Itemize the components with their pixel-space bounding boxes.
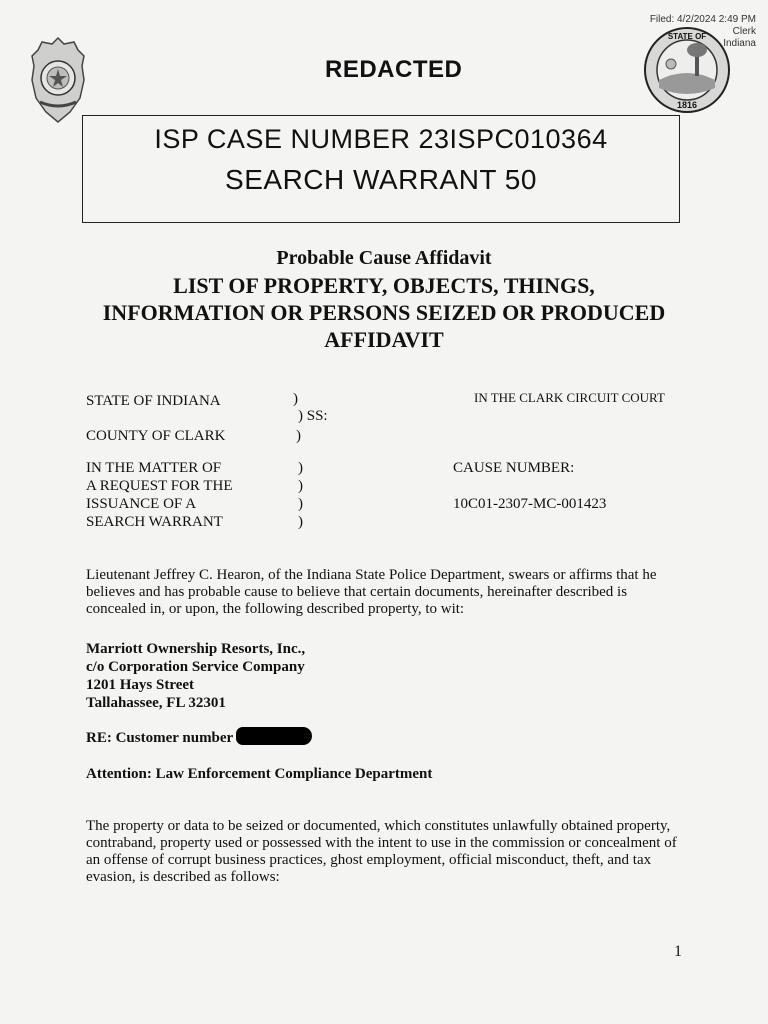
document-heading-3: INFORMATION OR PERSONS SEIZED OR PRODUCED — [102, 300, 666, 325]
caption-matter-line: A REQUEST FOR THE — [86, 478, 233, 494]
document-heading-2: LIST OF PROPERTY, OBJECTS, THINGS, — [173, 273, 595, 298]
re-customer-number: RE: Customer number — [86, 730, 234, 746]
page-number: 1 — [674, 943, 682, 960]
cause-number-label: CAUSE NUMBER: — [453, 460, 575, 476]
caption-paren: ) — [298, 460, 303, 476]
caption-matter-line: ISSUANCE OF A — [86, 496, 197, 512]
seal-year: 1816 — [676, 100, 698, 110]
address-line: c/o Corporation Service Company — [86, 659, 305, 675]
caption-state: STATE OF INDIANA — [86, 393, 221, 409]
indiana-state-seal — [643, 26, 731, 114]
search-warrant-number: SEARCH WARRANT 50 — [225, 164, 537, 195]
seal-top-text: STATE OF — [667, 32, 707, 41]
attention-line: Attention: Law Enforcement Compliance Department — [86, 766, 433, 782]
filed-date: Filed: 4/2/2024 2:49 PM — [649, 14, 756, 25]
filed-state: Indiana — [723, 38, 756, 49]
intro-paragraph: Lieutenant Jeffrey C. Hearon, of the Indiana State Police Department, swears or affirms that he believes and has probable cause to believe that certain documents, hereinafter described is concealed in, or upon, the following described property, to wit: — [86, 567, 657, 617]
caption-paren: ) — [298, 514, 303, 530]
caption-court: IN THE CLARK CIRCUIT COURT — [474, 390, 665, 405]
caption-paren: ) — [298, 478, 303, 494]
cause-number-value: 10C01-2307-MC-001423 — [453, 496, 607, 512]
redacted-label: REDACTED — [325, 56, 463, 83]
caption-paren: ) — [293, 391, 298, 407]
document-heading-4: AFFIDAVIT — [324, 327, 444, 352]
caption-paren: ) — [296, 428, 301, 444]
isp-case-number: ISP CASE NUMBER 23ISPC010364 — [154, 124, 608, 154]
police-badge-logo — [30, 36, 86, 124]
filed-clerk: Clerk — [732, 26, 756, 37]
address-line: Marriott Ownership Resorts, Inc., — [86, 641, 306, 657]
address-line: 1201 Hays Street — [86, 677, 195, 693]
document-heading-1: Probable Cause Affidavit — [276, 247, 492, 269]
redaction-bar — [236, 727, 312, 745]
caption-paren: ) — [298, 496, 303, 512]
address-line: Tallahassee, FL 32301 — [86, 695, 226, 711]
caption-matter-line: IN THE MATTER OF — [86, 460, 222, 476]
caption-county: COUNTY OF CLARK — [86, 428, 226, 444]
caption-ss: ) SS: — [298, 408, 328, 424]
caption-matter-line: SEARCH WARRANT — [86, 514, 223, 530]
property-paragraph: The property or data to be seized or documented, which constitutes unlawfully obtained property, contraband, property used or possessed with the intent to use in the commission or concealment of an offense of corrupt business practices, ghost employment, official misconduct, theft, and tax evasion, is described as follows: — [86, 818, 677, 885]
case-number-box — [82, 115, 680, 223]
